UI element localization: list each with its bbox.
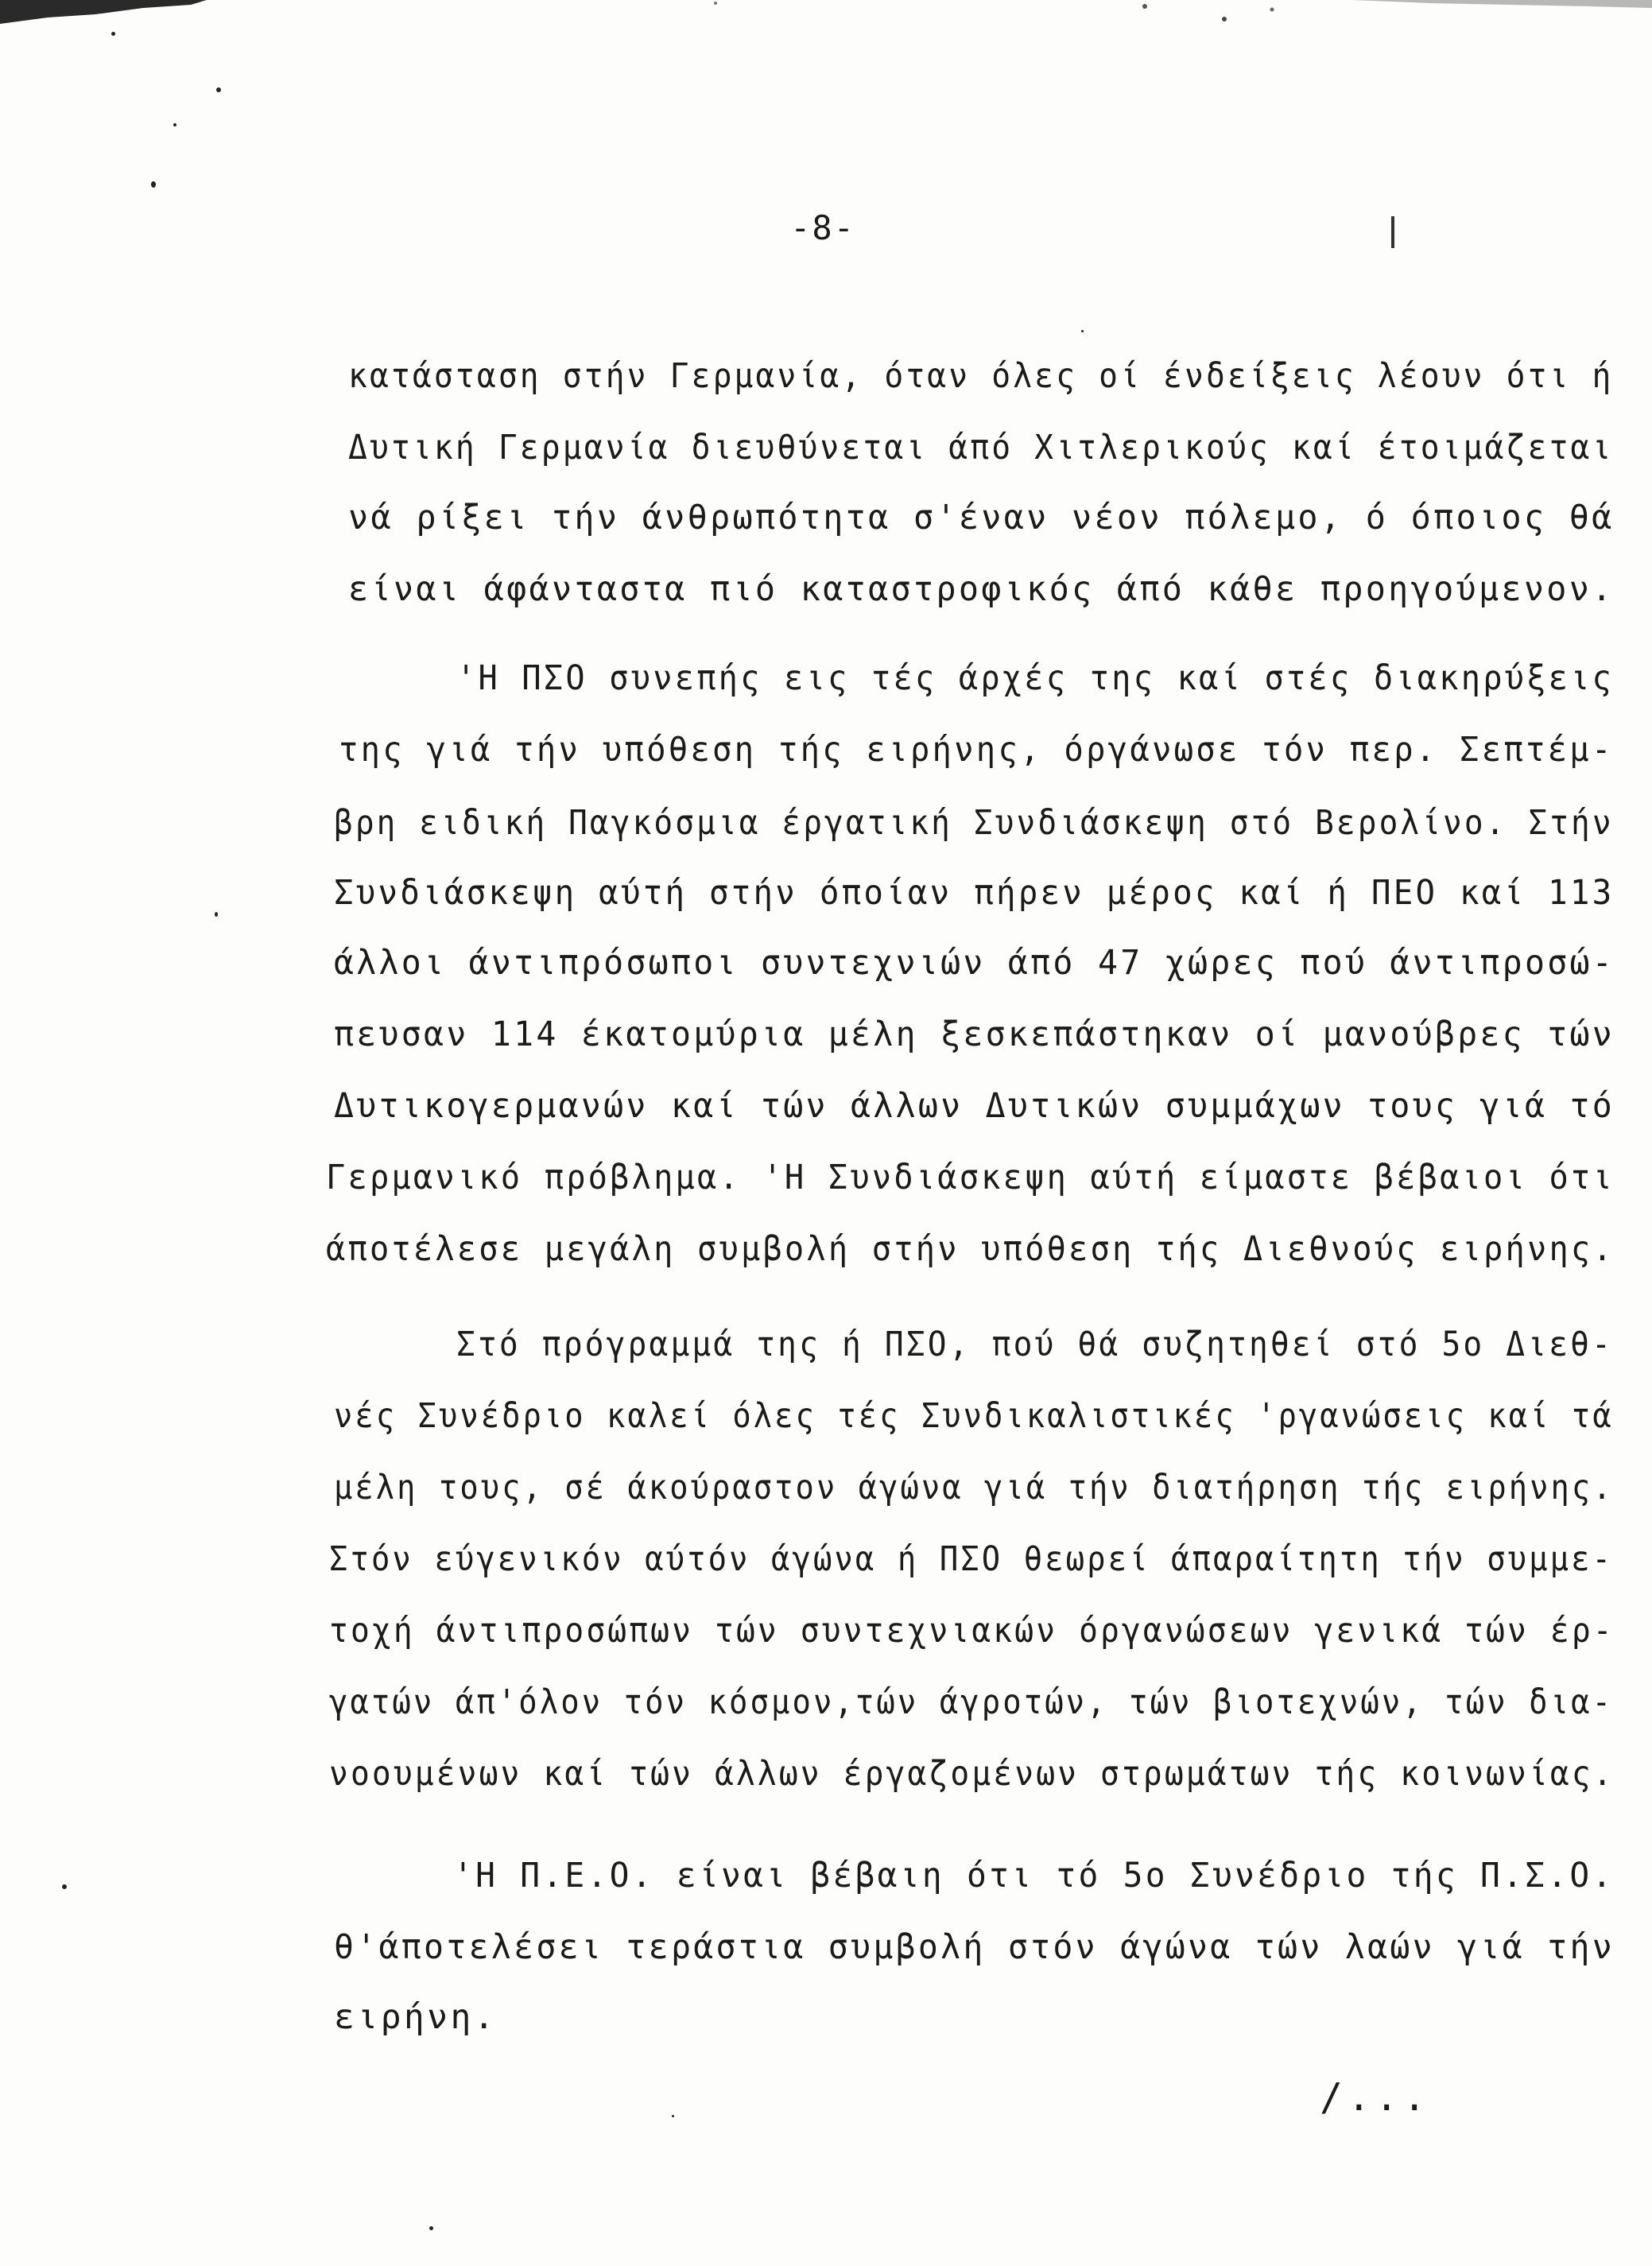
speck-5 — [215, 912, 218, 917]
text-line: Στό πρόγραμμά της ή ΠΣΟ, πού θά συζητηθεί στό 5ο Διεθ- — [456, 1325, 1614, 1364]
text-line: πευσαν 114 έκατομύρια μέλη ξεσκεπάστηκαν οί μανούβρες τών — [334, 1015, 1615, 1054]
speck-2 — [216, 87, 221, 92]
speck-6 — [62, 1884, 67, 1889]
text-line: τοχή άντιπροσώπων τών συντεχνιακών όργανώσεων γενικά τών έρ- — [329, 1611, 1615, 1651]
text-line: άλλοι άντιπρόσωποι συντεχνιών άπό 47 χώρες πού άντιπροσώ- — [334, 943, 1615, 983]
text-line: άποτέλεσε μεγάλη συμβολή στήν υπόθεση τής Διεθνούς ειρήνης. — [326, 1229, 1615, 1269]
text-line: Δυτική Γερμανία διευθύνεται άπό Χιτλερικούς καί έτοιμάζεται — [348, 428, 1614, 468]
text-line: νές Συνέδριο καλεί όλες τές Συνδικαλιστικές 'ργανώσεις καί τά — [334, 1396, 1614, 1436]
text-line: γατών άπ'όλον τόν κόσμον,τών άγροτών, τών βιοτεχνών, τών δια- — [329, 1682, 1614, 1722]
text-line: Συνδιάσκεψη αύτή στήν όποίαν πήρεν μέρος καί ή ΠΕΟ καί 113 — [334, 873, 1615, 913]
text-line: είναι άφάνταστα πιό καταστροφικός άπό κάθε προηγούμενον. — [348, 569, 1615, 609]
text-line: μέλη τους, σέ άκούραστον άγώνα γιά τήν διατήρηση τής ειρήνης. — [334, 1468, 1614, 1507]
text-line: κατάσταση στήν Γερμανία, όταν όλες οί ένδείξεις λέουν ότι ή — [348, 356, 1614, 396]
text-line: βρη ειδική Παγκόσμια έργατική Συνδιάσκεψη στό Βερολίνο. Στήν — [334, 803, 1614, 843]
text-line: νά ρίξει τήν άνθρωπότητα σ'έναν νέον πόλεμο, ό όποιος θά — [348, 498, 1615, 537]
text-line: 'Η ΠΣΟ συνεπής εις τές άρχές της καί στές διακηρύξεις — [456, 658, 1615, 698]
continuation-mark: /... — [1320, 2075, 1431, 2120]
scan-edge-artifact — [0, 0, 1652, 32]
speck-7 — [429, 2226, 433, 2230]
margin-tick-mark — [1391, 216, 1394, 248]
speck-1 — [111, 32, 115, 36]
text-line: ειρήνη. — [334, 1997, 498, 2037]
speck-8 — [1081, 330, 1084, 332]
text-line: Στόν εύγενικόν αύτόν άγώνα ή ΠΣΟ θεωρεί άπαραίτητη τήν συμμε- — [329, 1539, 1614, 1579]
speck-9 — [672, 2115, 674, 2117]
speck-3 — [151, 181, 156, 188]
text-line: θ'άποτελέσει τεράστια συμβολή στόν άγώνα τών λαών γιά τήν — [334, 1927, 1615, 1967]
text-line: Γερμανικό πρόβλημα. 'Η Συνδιάσκεψη αύτή είμαστε βέβαιοι ότι — [326, 1158, 1615, 1197]
text-line: Δυτικογερμανών καί τών άλλων Δυτικών συμμάχων τους γιά τό — [334, 1086, 1615, 1126]
text-line: νοουμένων καί τών άλλων έργαζομένων στρωμάτων τής κοινωνίας. — [329, 1754, 1615, 1794]
text-line: 'Η Π.Ε.Ο. είναι βέβαιη ότι τό 5ο Συνέδριο τής Π.Σ.Ο. — [453, 1856, 1615, 1895]
page-number: -8- — [790, 208, 855, 247]
speck-4 — [173, 123, 176, 126]
text-line: της γιά τήν υπόθεση τής ειρήνης, όργάνωσε τόν περ. Σεπτέμ- — [339, 730, 1614, 770]
